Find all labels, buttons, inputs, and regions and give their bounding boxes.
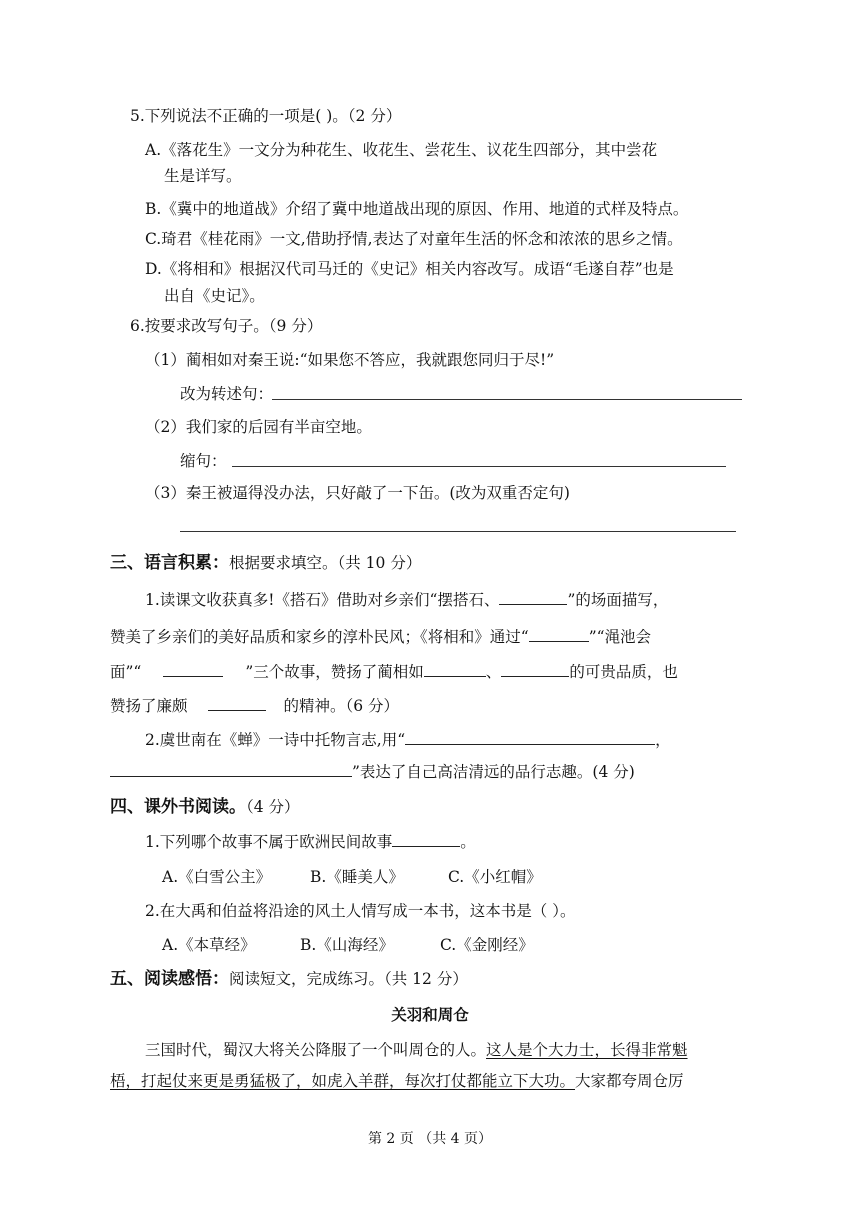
blank-quality-1[interactable] xyxy=(424,662,486,677)
sec4-q2: 2.在大禹和伯益将沿途的风土人情写成一本书，这本书是（ ）。 xyxy=(145,902,576,920)
blank-quality-2[interactable] xyxy=(501,662,569,677)
sec3-q1-text: 面”“ xyxy=(110,663,142,681)
sec3-q1-text: 、 xyxy=(485,663,502,681)
sec3-q1-line3 xyxy=(110,661,678,683)
q5-option-b: B.《冀中的地道战》介绍了冀中地道战出现的原因、作用、地道的式样及特点。 xyxy=(145,200,689,218)
sec3-q1-text: 赞美了乡亲们的美好品质和家乡的淳朴民风；《将相和》通过“ xyxy=(110,628,529,646)
q6-sentence-1: （1）蔺相如对秦王说:“如果您不答应，我就跟您同归于尽!” xyxy=(145,351,555,369)
sec3-q2-text: ”表达了自己高洁清远的品行志趣。(4 分) xyxy=(352,763,635,781)
sec3-q2-line1 xyxy=(145,729,671,751)
sec3-q1-text: ”的场面描写， xyxy=(567,591,669,609)
section-4-subtitle: （4 分） xyxy=(246,798,300,816)
passage-underlined-text: 梧，打起仗来更是勇猛极了，如虎入羊群，每次打仗都能立下大功。 xyxy=(110,1072,576,1090)
sec3-q1-text: ”“渑池会 xyxy=(588,628,652,646)
blank-dasshi[interactable] xyxy=(499,590,567,605)
sec4-q2-option-b: B.《山海经》 xyxy=(300,936,394,954)
sec3-q2-text: ， xyxy=(655,731,671,749)
sec4-q2-option-c: C.《金刚经》 xyxy=(440,936,534,954)
sec4-q1-option-b: B.《睡美人》 xyxy=(310,868,404,886)
q5-option-a-line1: A.《落花生》一文分为种花生、收花生、尝花生、议花生四部分，其中尝花 xyxy=(145,141,658,159)
q5-option-d-line2: 出自《史记》。 xyxy=(164,287,265,305)
section-3-heading xyxy=(110,552,421,574)
blank-lianpo[interactable] xyxy=(208,696,266,711)
blank-story-1[interactable] xyxy=(529,627,589,642)
passage-line-2 xyxy=(110,1070,684,1092)
sec3-q1-text: 的精神。（6 分） xyxy=(283,697,400,715)
q6-s3-answer-line[interactable] xyxy=(180,531,736,532)
sec4-q2-option-a: A.《本草经》 xyxy=(162,936,256,954)
blank-sec4-q1[interactable] xyxy=(392,832,460,847)
sec3-q1-text: 赞扬了廉颇 xyxy=(110,697,188,715)
sec4-q1-text: 1.下列哪个故事不属于欧洲民间故事 xyxy=(145,833,393,851)
sec4-q1-option-a: A.《白雪公主》 xyxy=(162,868,272,886)
sec3-q2-text: 2.虞世南在《蝉》一诗中托物言志,用“ xyxy=(145,731,406,749)
sec3-q1-line1 xyxy=(145,589,668,611)
section-4-heading xyxy=(110,796,300,818)
q6-sentence-3: （3）秦王被逼得没办法，只好敲了一下缶。(改为双重否定句) xyxy=(145,484,570,502)
page-footer: 第 2 页 （共 4 页） xyxy=(367,1131,493,1147)
section-5-subtitle: 阅读短文，完成练习。（共 12 分） xyxy=(229,970,468,988)
sec4-q1-end: 。 xyxy=(460,833,476,851)
blank-poem-2[interactable] xyxy=(110,762,352,777)
sec3-q1-text: ”三个故事，赞扬了蔺相如 xyxy=(245,663,424,681)
q6-s1-answer-line[interactable] xyxy=(272,399,742,400)
passage-text: 大家都夸周仓厉 xyxy=(575,1072,684,1090)
section-3-subtitle: 根据要求填空。（共 10 分） xyxy=(229,554,422,572)
q5-option-c: C.琦君《桂花雨》一文,借助抒情,表达了对童年生活的怀念和浓浓的思乡之情。 xyxy=(145,230,683,248)
q6-stem: 6.按要求改写句子。（9 分） xyxy=(130,317,323,335)
section-5-heading xyxy=(110,968,468,990)
q6-s1-label: 改为转述句： xyxy=(180,385,274,403)
sec3-q2-line2 xyxy=(110,761,635,783)
blank-story-3[interactable] xyxy=(163,662,223,677)
passage-underlined-text: 这人是个大力士，长得非常魁 xyxy=(486,1041,688,1059)
q6-sentence-2: （2）我们家的后园有半亩空地。 xyxy=(145,418,372,436)
q5-stem: 5.下列说法不正确的一项是( )。（2 分） xyxy=(130,107,402,125)
passage-title: 关羽和周仓 xyxy=(391,1006,469,1024)
q5-option-a-line2: 生是详写。 xyxy=(164,167,242,185)
section-3-title: 三、语言积累： xyxy=(110,553,229,573)
section-5-title: 五、阅读感悟： xyxy=(110,969,229,989)
sec3-q1-text: 1.读课文收获真多!《搭石》借助对乡亲们“摆搭石、 xyxy=(145,591,500,609)
passage-line-1 xyxy=(145,1039,688,1061)
sec3-q1-text: 的可贵品质，也 xyxy=(569,663,678,681)
sec3-q1-line2 xyxy=(110,626,651,648)
sec3-q1-line4 xyxy=(110,695,399,717)
passage-text: 三国时代，蜀汉大将关公降服了一个叫周仓的人。 xyxy=(145,1041,487,1059)
q6-s2-label: 缩句： xyxy=(180,452,227,470)
section-4-title: 四、课外书阅读。 xyxy=(110,797,246,817)
blank-poem-1[interactable] xyxy=(405,730,655,745)
sec4-q1 xyxy=(145,831,476,853)
q6-s2-answer-line[interactable] xyxy=(232,466,726,467)
q5-option-d-line1: D.《将相和》根据汉代司马迁的《史记》相关内容改写。成语“毛遂自荐”也是 xyxy=(145,260,674,278)
sec4-q1-option-c: C.《小红帽》 xyxy=(448,868,542,886)
